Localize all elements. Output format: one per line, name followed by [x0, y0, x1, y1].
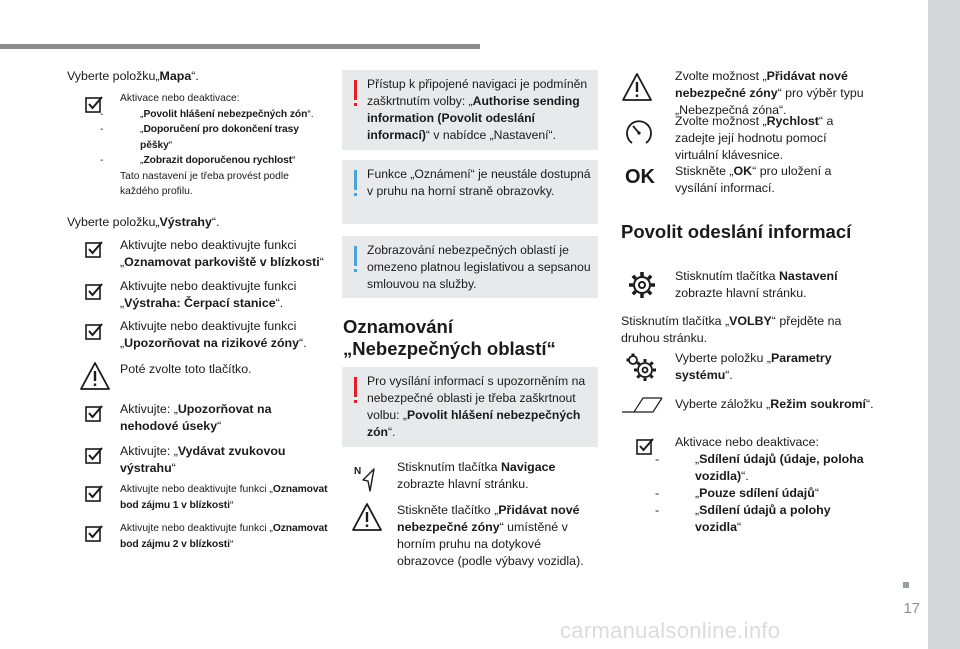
continue-marker — [903, 582, 909, 588]
settings-step: Stisknutím tlačítka Nastavení zobrazte hlavní stránku. — [675, 269, 838, 300]
checkbox-icon — [84, 524, 104, 544]
navigation-icon — [354, 464, 378, 492]
select-vystrahy-text: Vyberte položku„Výstrahy“. — [67, 215, 220, 229]
navigation-step: Stisknutím tlačítka Navigace zobrazte hlavní stránku. — [397, 460, 556, 491]
add-zone-step: Stiskněte tlačítko „Přidávat nové nebezpečné zóny“ umístěné v horním pruhu na dotykové obrazovce (podle výbavy vozidla). — [397, 503, 584, 568]
info-marker-icon — [354, 170, 357, 190]
choose-add-zone: Zvolte možnost „Přidávat nové nebezpečné zóny“ pro výběr typu „Nebezpečná zóna“. — [675, 69, 864, 117]
info-marker-dot — [354, 193, 357, 196]
map-options-intro: Aktivace nebo deaktivace: — [120, 93, 240, 104]
params-step: Vyberte položku „Parametry systému“. — [675, 351, 832, 382]
map-options-block — [100, 91, 325, 200]
privacy-options-intro: Aktivace nebo deaktivace: — [675, 435, 819, 449]
privacy-options-block — [655, 434, 865, 536]
warning-marker-icon — [354, 80, 357, 100]
warning-triangle-icon — [79, 361, 111, 391]
ok-label-icon: OK — [625, 166, 655, 188]
section-heading-danger-zones: Oznamování „Nebezpečných oblastí“ — [343, 316, 556, 359]
alert-fuel-station: Aktivujte nebo deaktivujte funkci „Výstraha: Čerpací stanice“. — [120, 279, 297, 310]
warning-triangle-icon — [351, 502, 383, 532]
page-sidebar — [928, 0, 960, 649]
checkbox-icon — [84, 484, 104, 504]
poi-2: Aktivujte nebo deaktivujte funkci „Oznamovat bod zájmu 2 v blízkosti“ — [120, 523, 328, 550]
system-settings-icon — [624, 352, 660, 384]
note-connected-nav: Přístup k připojené navigaci je podmíněn zaškrtnutím volby: „Authorise sending information (Povolit odeslání informací)“ v nabídce „Nastavení“. — [342, 70, 598, 150]
map-option-1: - „Povolit hlášení nebezpečných zón“. — [100, 108, 314, 120]
privacy-option-3: - „Sdílení údajů a polohy vozidla“ — [655, 503, 831, 534]
activate-accidents: Aktivujte: „Upozorňovat na nehodové úseky“ — [120, 402, 272, 433]
warning-marker-dot — [354, 103, 357, 106]
map-options-note: Tato nastavení je třeba provést podle každého profilu. — [120, 170, 289, 197]
select-mapa-text: Vyberte položku„Mapa“. — [67, 69, 199, 83]
note-broadcast: Pro vysílání informací s upozorněním na nebezpečné oblasti je třeba zaškrtnout volbu: „Povolit hlášení nebezpečných zón“. — [342, 367, 598, 447]
section-heading-allow-sending: Povolit odeslání informací — [621, 221, 852, 242]
activate-sound-alert: Aktivujte: „Vydávat zvukovou výstrahu“ — [120, 444, 286, 475]
map-option-3: - „Zobrazit doporučenou rychlost“ — [100, 155, 296, 166]
checkbox-icon — [84, 240, 104, 260]
privacy-step: Vyberte záložku „Režim soukromí“. — [675, 397, 874, 411]
map-option-2: - „Doporučení pro dokončení trasy pěšky“ — [100, 124, 299, 151]
alert-risk-zones: Aktivujte nebo deaktivujte funkci „Upozorňovat na rizikové zóny“. — [120, 319, 307, 350]
note-legislation: Zobrazování nebezpečných oblastí je omezeno platnou legislativou a sepsanou smlouvou na služby. — [342, 236, 598, 298]
warning-triangle-icon — [621, 72, 653, 102]
info-marker-dot — [354, 269, 357, 272]
gear-icon — [627, 270, 657, 300]
then-press-text: Poté zvolte toto tlačítko. — [120, 362, 252, 376]
header-rule — [0, 44, 480, 49]
volby-step: Stisknutím tlačítka „VOLBY“ přejděte na druhou stránku. — [621, 314, 842, 345]
checkbox-icon — [84, 282, 104, 302]
checkbox-icon — [84, 446, 104, 466]
privacy-option-1: - „Sdílení údajů (údaje, poloha vozidla)“. — [655, 452, 864, 483]
note-notifications: Funkce „Oznámení“ je neustále dostupná v pruhu na horní straně obrazovky. — [342, 160, 598, 224]
checkbox-icon — [635, 437, 655, 457]
warning-marker-dot — [354, 400, 357, 403]
poi-1: Aktivujte nebo deaktivujte funkci „Oznamovat bod zájmu 1 v blízkosti“ — [120, 484, 328, 511]
privacy-option-2: - „Pouze sdílení údajů“ — [655, 486, 819, 500]
watermark: carmanualsonline.info — [560, 618, 781, 643]
tab-icon — [621, 397, 663, 413]
svg-text:N: N — [354, 466, 362, 477]
info-marker-icon — [354, 246, 357, 266]
checkbox-icon — [84, 322, 104, 342]
page-number: 17 — [903, 600, 920, 617]
checkbox-icon — [84, 404, 104, 424]
speedometer-icon — [624, 117, 654, 147]
choose-speed: Zvolte možnost „Rychlost“ a zadejte její hodnotu pomocí virtuální klávesnice. — [675, 114, 834, 162]
warning-marker-icon — [354, 377, 357, 397]
alert-parking: Aktivujte nebo deaktivujte funkci „Oznamovat parkoviště v blízkosti“ — [120, 238, 324, 269]
press-ok: Stiskněte „OK“ pro uložení a vysílání informací. — [675, 164, 832, 195]
